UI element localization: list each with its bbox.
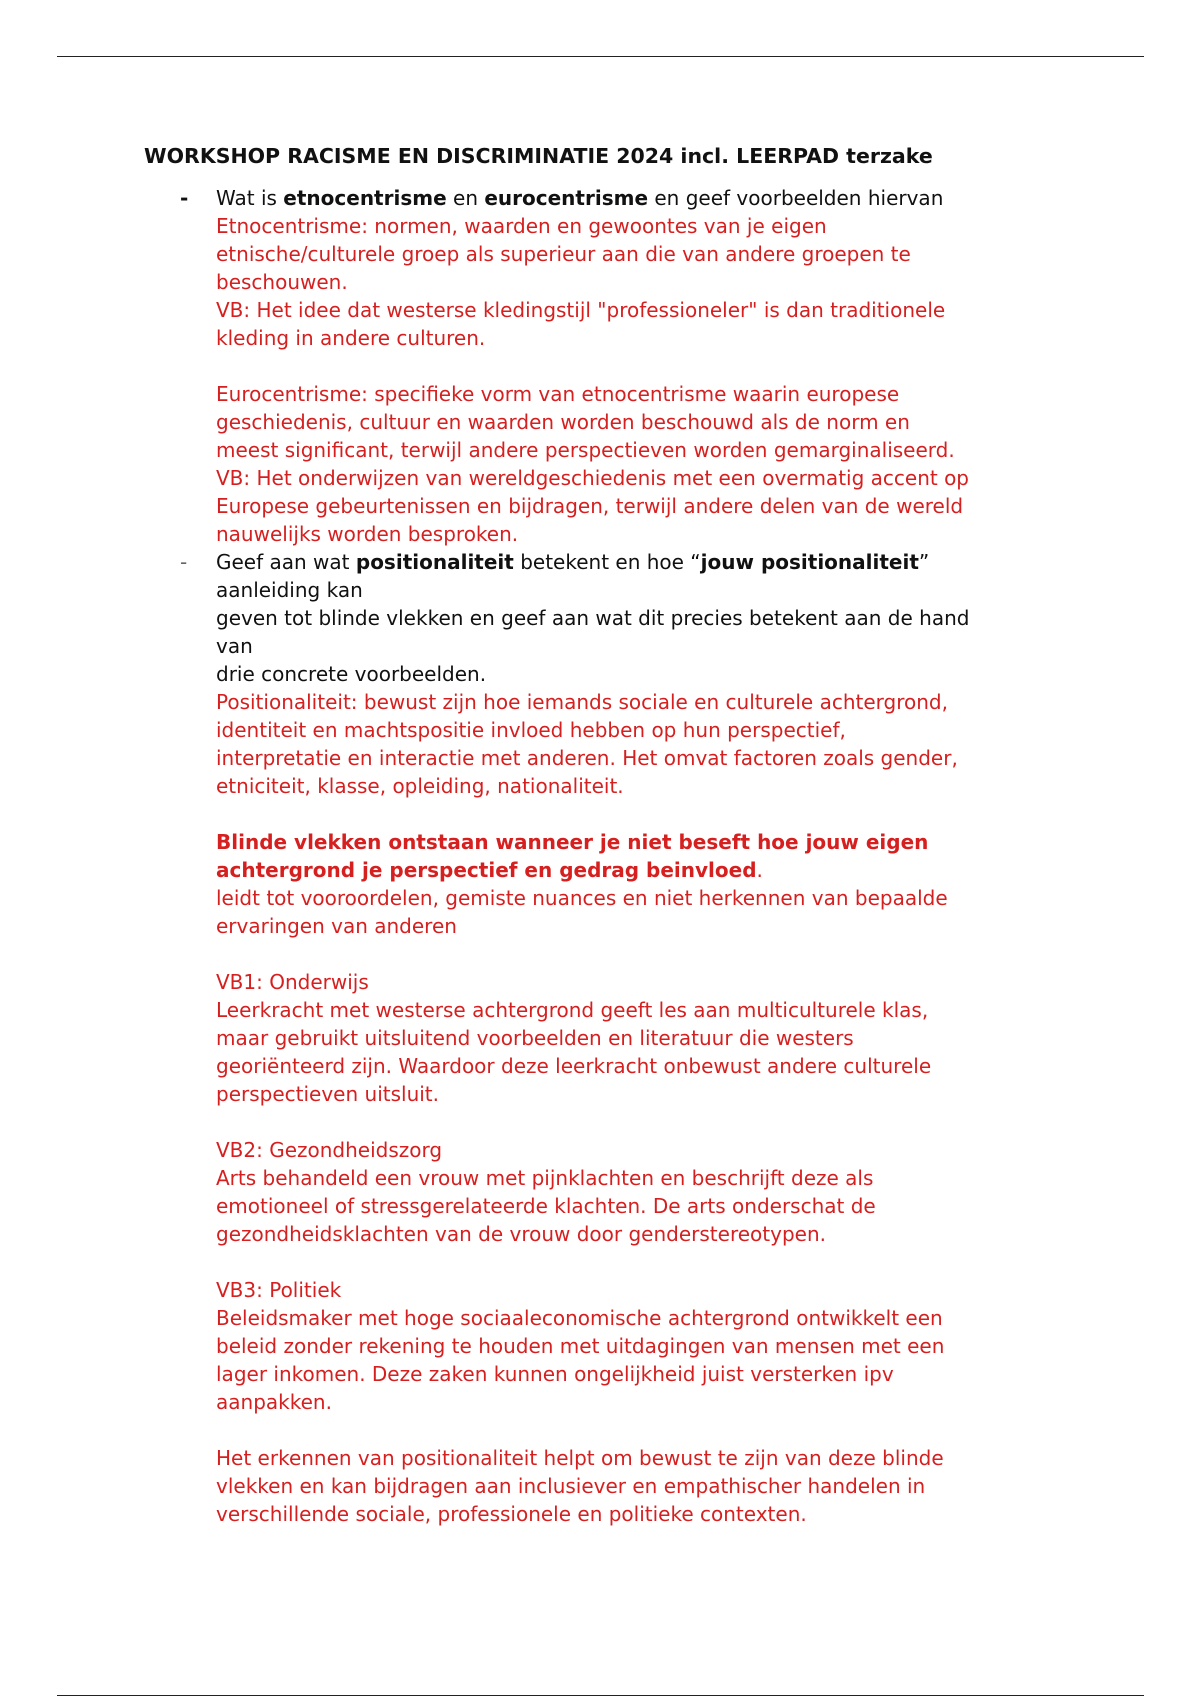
answer-line: aanpakken. <box>216 1390 332 1414</box>
answer-line: etnische/culturele groep als superieur aan die van andere groepen te <box>216 242 911 266</box>
answer-line: Europese gebeurtenissen en bijdragen, terwijl andere delen van de wereld <box>216 494 964 518</box>
question-1: Wat is etnocentrisme en eurocentrisme en geef voorbeelden hiervan <box>216 186 944 210</box>
answer-line: Arts behandeld een vrouw met pijnklachten en beschrijft deze als <box>216 1166 874 1190</box>
answer-line: kleding in andere culturen. <box>216 326 486 350</box>
question-line: geven tot blinde vlekken en geef aan wat dit precies betekent aan de hand <box>216 606 970 630</box>
example-2-title: VB2: Gezondheidszorg <box>216 1138 443 1162</box>
answer-line: maar gebruikt uitsluitend voorbeelden en literatuur die westers <box>216 1026 854 1050</box>
answer-line: VB: Het onderwijzen van wereldgeschiedenis met een overmatig accent op <box>216 466 969 490</box>
answer-line: leidt tot vooroordelen, gemiste nuances en niet herkennen van bepaalde <box>216 886 948 910</box>
conclusion-line: Het erkennen van positionaliteit helpt om bewust te zijn van deze blinde <box>216 1446 944 1470</box>
answer-line: interpretatie en interactie met anderen. Het omvat factoren zoals gender, <box>216 746 958 770</box>
answer-line: identiteit en machtspositie invloed hebben op hun perspectief, <box>216 718 846 742</box>
answer-line: beschouwen. <box>216 270 348 294</box>
answer-line: georiënteerd zijn. Waardoor deze leerkracht onbewust andere culturele <box>216 1054 932 1078</box>
answer-line: Positionaliteit: bewust zijn hoe iemands sociale en culturele achtergrond, <box>216 690 948 714</box>
answer-line: geschiedenis, cultuur en waarden worden beschouwd als de norm en <box>216 410 910 434</box>
answer-line: emotioneel of stressgerelateerde klachten. De arts onderschat de <box>216 1194 876 1218</box>
example-3-title: VB3: Politiek <box>216 1278 342 1302</box>
bullet-marker: - <box>180 550 188 574</box>
document-title: WORKSHOP RACISME EN DISCRIMINATIE 2024 incl. LEERPAD terzake <box>144 144 933 168</box>
question-1-block <box>216 184 1116 548</box>
answer-line: beleid zonder rekening te houden met uitdagingen van mensen met een <box>216 1334 945 1358</box>
question-line: drie concrete voorbeelden. <box>216 662 487 686</box>
answer-line: Leerkracht met westerse achtergrond geeft les aan multiculturele klas, <box>216 998 929 1022</box>
bullet-marker: - <box>180 186 189 210</box>
answer-line: Eurocentrisme: specifieke vorm van etnocentrisme waarin europese <box>216 382 900 406</box>
answer-line: ervaringen van anderen <box>216 914 457 938</box>
question-line: van <box>216 634 253 658</box>
answer-line: lager inkomen. Deze zaken kunnen ongelijkheid juist versterken ipv <box>216 1362 894 1386</box>
blind-spots-statement: Blinde vlekken ontstaan wanneer je niet beseft hoe jouw eigen <box>216 830 929 854</box>
answer-line: Etnocentrisme: normen, waarden en gewoontes van je eigen <box>216 214 827 238</box>
blind-spots-statement: achtergrond je perspectief en gedrag beinvloed. <box>216 858 763 882</box>
conclusion-line: vlekken en kan bijdragen aan inclusiever en empathischer handelen in <box>216 1474 926 1498</box>
answer-line: etniciteit, klasse, opleiding, nationaliteit. <box>216 774 624 798</box>
answer-line: Beleidsmaker met hoge sociaaleconomische achtergrond ontwikkelt een <box>216 1306 943 1330</box>
answer-line: nauwelijks worden besproken. <box>216 522 519 546</box>
header-rule <box>57 56 1144 57</box>
question-2-block <box>216 548 1116 1528</box>
example-1-title: VB1: Onderwijs <box>216 970 369 994</box>
answer-line: meest significant, terwijl andere perspectieven worden gemarginaliseerd. <box>216 438 955 462</box>
answer-line: VB: Het idee dat westerse kledingstijl "professioneler" is dan traditionele <box>216 298 946 322</box>
footer-rule <box>57 1695 1144 1696</box>
answer-line: perspectieven uitsluit. <box>216 1082 439 1106</box>
question-line: aanleiding kan <box>216 578 363 602</box>
conclusion-line: verschillende sociale, professionele en politieke contexten. <box>216 1502 807 1526</box>
question-2: Geef aan wat positionaliteit betekent en hoe “jouw positionaliteit” <box>216 550 930 574</box>
answer-line: gezondheidsklachten van de vrouw door genderstereotypen. <box>216 1222 826 1246</box>
